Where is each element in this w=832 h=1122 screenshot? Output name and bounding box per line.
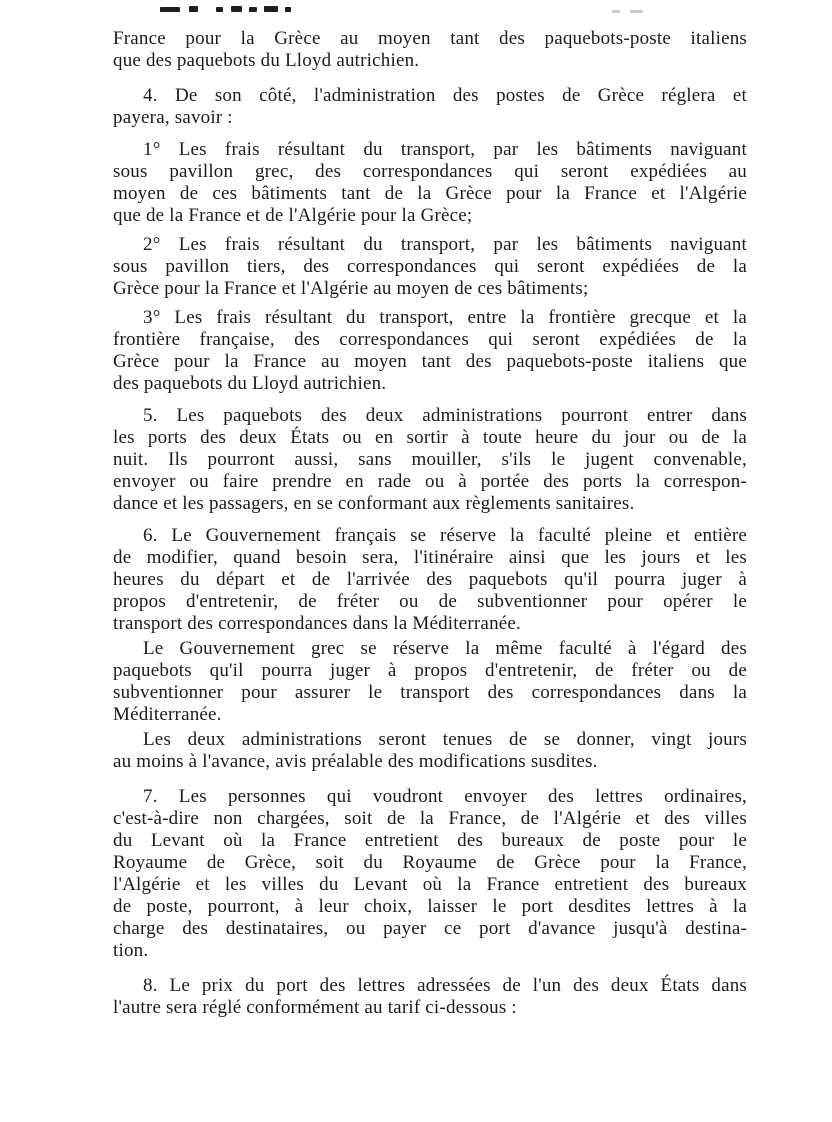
text-line: les ports des deux États ou en sortir à toute heure du jour ou de la	[113, 427, 747, 448]
text-line: Royaume de Grèce, soit du Royaume de Grèce pour la France,	[113, 852, 747, 873]
text-line: sous pavillon tiers, des correspondances qui seront expédiées de la	[113, 256, 747, 277]
text-line: heures du départ et de l'arrivée des paquebots qu'il pourra juger à	[113, 569, 747, 590]
text-line: 4. De son côté, l'administration des postes de Grèce réglera et	[143, 85, 747, 106]
paragraph	[113, 525, 747, 635]
text-line: du Levant où la France entretient des bureaux de poste pour le	[113, 830, 747, 851]
text-line: dance et les passagers, en se conformant aux règlements sanitaires.	[113, 493, 635, 514]
paragraph	[113, 975, 747, 1019]
text-line: subventionner pour assurer le transport des correspondances dans la	[113, 682, 747, 703]
text-line: Les deux administrations seront tenues de se donner, vingt jours	[143, 729, 747, 750]
text-line: 1° Les frais résultant du transport, par les bâtiments naviguant	[143, 139, 747, 160]
text-line: charge des destinataires, ou payer ce port d'avance jusqu'à destina-	[113, 918, 747, 939]
text-line: sous pavillon grec, des correspondances qui seront expédiées au	[113, 161, 747, 182]
text-line: tion.	[113, 940, 149, 961]
text-line: propos d'entretenir, de fréter ou de subventionner pour opérer le	[113, 591, 747, 612]
text-line: transport des correspondances dans la Méditerranée.	[113, 613, 521, 634]
text-line: de poste, pourront, à leur choix, laisser le port desdites lettres à la	[113, 896, 747, 917]
text-line: 8. Le prix du port des lettres adressées de l'un des deux États dans	[143, 975, 747, 996]
text-line: l'autre sera réglé conformément au tarif ci-dessous :	[113, 997, 517, 1018]
text-line: 5. Les paquebots des deux administrations pourront entrer dans	[143, 405, 747, 426]
document-text	[113, 28, 747, 1019]
paragraph	[113, 28, 747, 72]
text-line: 2° Les frais résultant du transport, par les bâtiments naviguant	[143, 234, 747, 255]
paragraph	[113, 307, 747, 395]
text-line: de modifier, quand besoin sera, l'itinéraire ainsi que les jours et les	[113, 547, 747, 568]
text-line: des paquebots du Lloyd autrichien.	[113, 373, 387, 394]
text-line: frontière française, des correspondances qui seront expédiées de la	[113, 329, 747, 350]
text-line: moyen de ces bâtiments tant de la Grèce pour la France et l'Algérie	[113, 183, 747, 204]
paragraph	[113, 234, 747, 300]
text-line: Grèce pour la France et l'Algérie au moyen de ces bâtiments;	[113, 278, 589, 299]
paragraph	[113, 786, 747, 962]
cropped-header-marks	[160, 5, 291, 14]
text-line: Grèce pour la France au moyen tant des paquebots-poste italiens que	[113, 351, 747, 372]
text-line: l'Algérie et les villes du Levant où la France entretient des bureaux	[113, 874, 747, 895]
text-line: 7. Les personnes qui voudront envoyer des lettres ordinaires,	[143, 786, 747, 807]
text-line: envoyer ou faire prendre en rade ou à portée des ports la correspon-	[113, 471, 747, 492]
text-line: que de la France et de l'Algérie pour la Grèce;	[113, 205, 473, 226]
text-line: 6. Le Gouvernement français se réserve la faculté pleine et entière	[143, 525, 747, 546]
paragraph	[113, 729, 747, 773]
text-line: nuit. Ils pourront aussi, sans mouiller, s'ils le jugent convenable,	[113, 449, 747, 470]
cropped-page-number-marks	[612, 9, 643, 14]
text-line: Le Gouvernement grec se réserve la même faculté à l'égard des	[143, 638, 747, 659]
text-line: que des paquebots du Lloyd autrichien.	[113, 50, 420, 71]
text-line: Méditerranée.	[113, 704, 222, 725]
paragraph	[113, 405, 747, 515]
text-line: 3° Les frais résultant du transport, entre la frontière grecque et la	[143, 307, 747, 328]
paragraph	[113, 139, 747, 227]
text-line: c'est-à-dire non chargées, soit de la France, de l'Algérie et des villes	[113, 808, 747, 829]
paragraph	[113, 638, 747, 726]
text-line: au moins à l'avance, avis préalable des modifications susdites.	[113, 751, 598, 772]
text-line: paquebots qu'il pourra juger à propos d'entretenir, de fréter ou de	[113, 660, 747, 681]
paragraph	[113, 85, 747, 129]
text-line: France pour la Grèce au moyen tant des paquebots-poste italiens	[113, 28, 747, 49]
text-line: payera, savoir :	[113, 107, 233, 128]
